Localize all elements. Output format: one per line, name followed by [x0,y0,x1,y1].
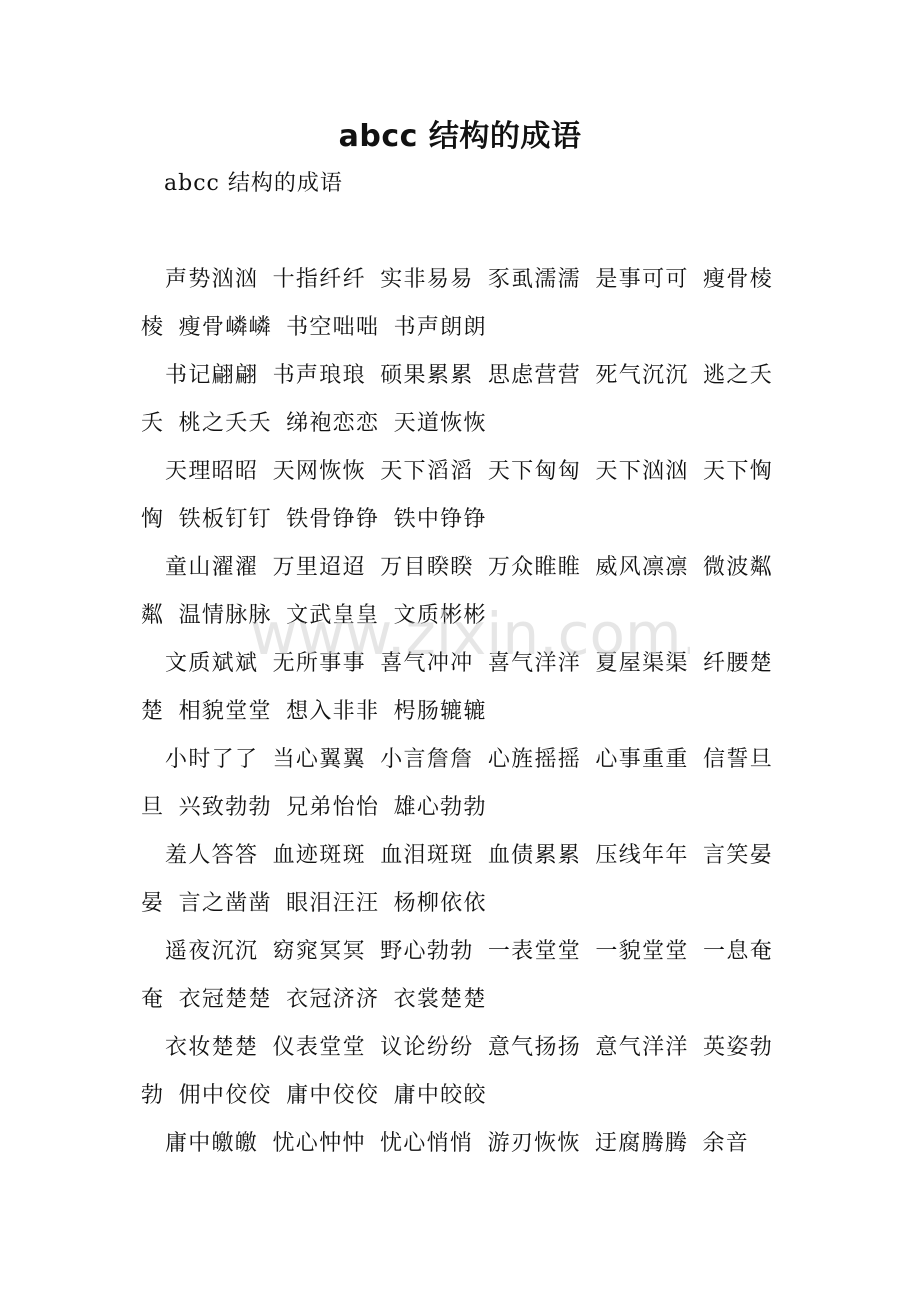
idiom-paragraph: 小时了了 当心翼翼 小言詹詹 心旌摇摇 心事重重 信誓旦旦 兴致勃勃 兄弟怡怡 雄心勃勃 [141,747,773,820]
document-subtitle: abcc 结构的成语 [164,171,343,196]
idiom-paragraph: 天理昭昭 天网恢恢 天下滔滔 天下匈匈 天下汹汹 天下恟恟 铁板钉钉 铁骨铮铮 铁中铮铮 [141,459,773,532]
idiom-paragraph: 文质斌斌 无所事事 喜气冲冲 喜气洋洋 夏屋渠渠 纤腰楚楚 相貌堂堂 想入非非 枵肠辘辘 [141,651,773,724]
watermark-text: www.zixin.com [250,600,682,668]
idiom-paragraph: 遥夜沉沉 窈窕冥冥 野心勃勃 一表堂堂 一貌堂堂 一息奄奄 衣冠楚楚 衣冠济济 衣裳楚楚 [141,939,773,1012]
idiom-paragraph: 衣妆楚楚 仪表堂堂 议论纷纷 意气扬扬 意气洋洋 英姿勃勃 佣中佼佼 庸中佼佼 庸中皎皎 [141,1035,773,1108]
idiom-paragraph: 庸中皦皦 忧心忡忡 忧心悄悄 游刃恢恢 迂腐腾腾 余音 [165,1131,750,1156]
idiom-paragraph: 羞人答答 血迹斑斑 血泪斑斑 血债累累 压线年年 言笑晏晏 言之凿凿 眼泪汪汪 杨柳依依 [141,843,773,916]
idiom-paragraph: 声势汹汹 十指纤纤 实非易易 豕虱濡濡 是事可可 瘦骨棱棱 瘦骨嶙嶙 书空咄咄 书声朗朗 [141,267,773,340]
idiom-paragraph: 书记翩翩 书声琅琅 硕果累累 思虑营营 死气沉沉 逃之夭夭 桃之夭夭 绨袍恋恋 天道恢恢 [141,363,773,436]
idiom-list [141,256,773,1168]
idiom-paragraph: 童山濯濯 万里迢迢 万目睽睽 万众睢睢 威风凛凛 微波粼粼 温情脉脉 文武皇皇 文质彬彬 [141,555,773,628]
document-title: abcc 结构的成语 [338,119,582,154]
